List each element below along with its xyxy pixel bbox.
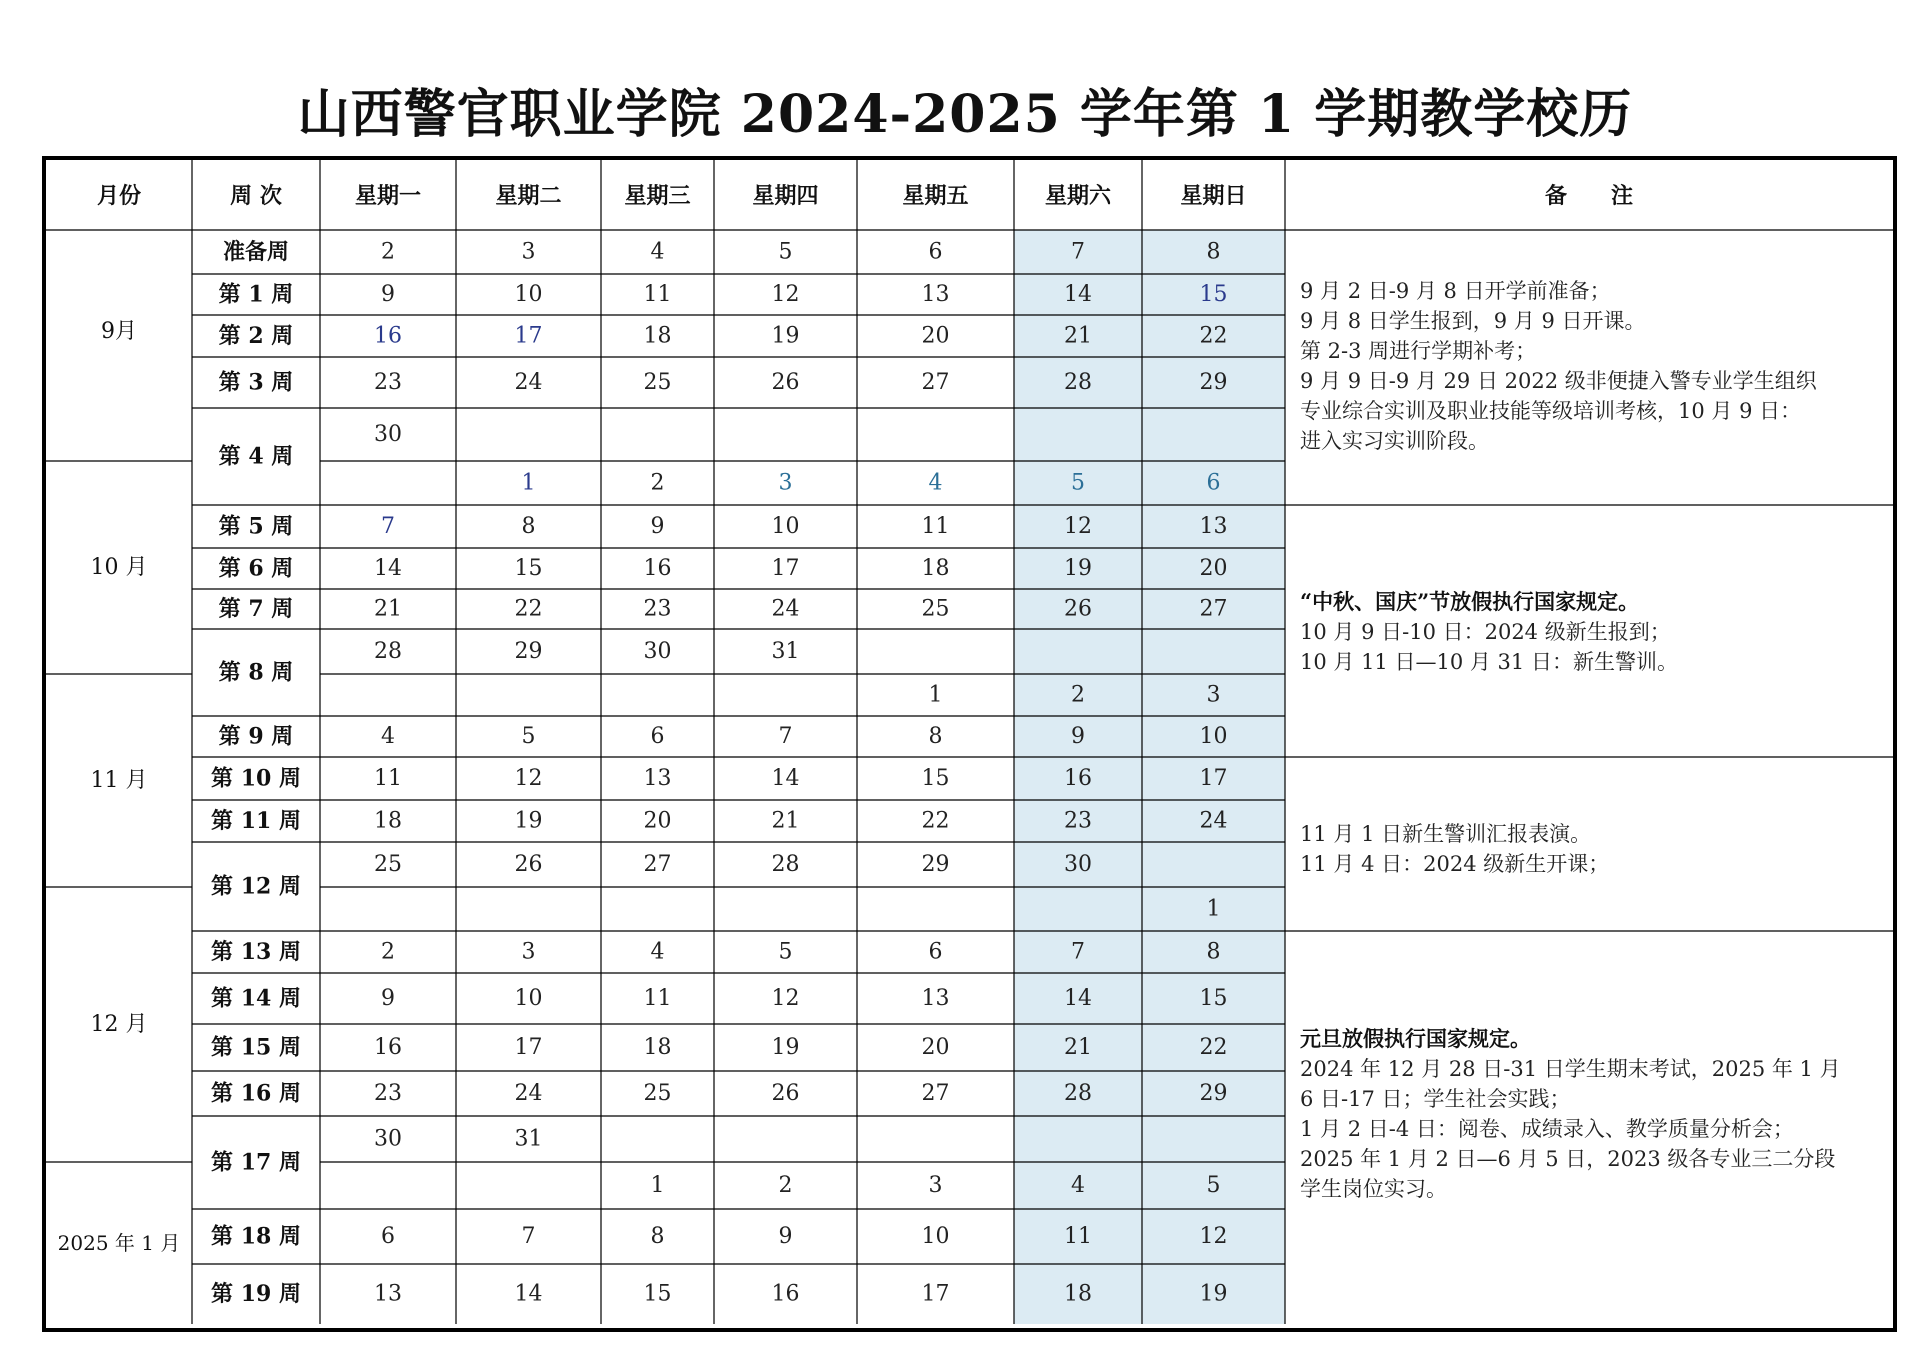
day-cell: 5: [778, 239, 793, 265]
month-label: 2025 年 1 月: [57, 1231, 181, 1255]
day-cell: 30: [643, 639, 672, 664]
day-cell: 30: [374, 422, 402, 447]
day-cell: 14: [771, 766, 800, 791]
day-cell: 25: [921, 596, 950, 622]
day-cell: 21: [771, 808, 800, 834]
column-header: 星期四: [752, 183, 819, 209]
day-cell: 1: [1206, 896, 1221, 922]
day-cell: 19: [771, 1035, 800, 1060]
day-cell: 2: [778, 1173, 793, 1198]
column-header: 星期三: [624, 183, 691, 209]
day-cell: 22: [1199, 1035, 1228, 1060]
month-label: 9月: [101, 319, 137, 344]
day-cell: 6: [928, 239, 943, 265]
remark-november: [1300, 819, 1890, 879]
week-label: 第 11 周: [211, 808, 301, 834]
day-cell: 31: [514, 1126, 543, 1152]
day-cell: 14: [514, 1281, 543, 1307]
remark-september: [1300, 276, 1890, 456]
day-cell: 30: [1064, 852, 1092, 877]
day-cell: 9: [1071, 724, 1085, 749]
day-cell: 15: [921, 766, 950, 791]
day-cell: 2: [1071, 682, 1085, 708]
day-cell: 13: [643, 766, 672, 791]
week-label: 第 1 周: [218, 281, 294, 308]
remark-line: 11 月 1 日新生警训汇报表演。: [1300, 822, 1592, 846]
day-cell: 16: [374, 1035, 402, 1060]
day-cell: 11: [643, 986, 672, 1011]
column-header: 备 注: [1544, 183, 1634, 209]
week-label: 第 15 周: [211, 1034, 301, 1061]
day-cell: 1: [650, 1173, 665, 1198]
day-cell: 10: [771, 514, 800, 539]
day-cell: 23: [374, 370, 402, 395]
week-label: 第 8 周: [218, 659, 294, 686]
day-cell: 31: [771, 639, 800, 664]
remark-line: 2025 年 1 月 2 日—6 月 5 日，2023 级各专业三二分段: [1300, 1147, 1836, 1171]
day-cell: 17: [514, 1035, 543, 1060]
day-cell: 7: [778, 724, 793, 749]
day-cell: 5: [778, 939, 793, 965]
day-cell: 4: [381, 724, 395, 749]
day-cell: 16: [771, 1281, 800, 1307]
day-cell: 6: [650, 724, 665, 749]
day-cell: 29: [514, 639, 543, 664]
column-header: 星期日: [1180, 183, 1247, 209]
day-cell: 23: [374, 1081, 402, 1106]
month-label: 12 月: [90, 1012, 148, 1037]
day-cell: 8: [650, 1224, 665, 1249]
day-cell: 9: [778, 1224, 793, 1249]
day-cell: 29: [1199, 370, 1228, 395]
day-cell: 22: [514, 596, 543, 622]
day-cell: 5: [1206, 1173, 1221, 1198]
day-cell: 26: [771, 1081, 800, 1106]
day-cell: 5: [521, 724, 536, 749]
day-cell: 11: [1064, 1224, 1092, 1249]
weekend-shading: [1014, 230, 1285, 1324]
day-cell: 4: [650, 939, 665, 965]
day-cell: 25: [643, 370, 672, 395]
day-cell: 16: [643, 556, 672, 581]
day-cell: 6: [928, 939, 943, 965]
week-label: 第 2 周: [218, 323, 294, 349]
day-cell: 14: [1064, 282, 1092, 307]
remark-line: 9 月 8 日学生报到，9 月 9 日开课。: [1300, 309, 1646, 333]
day-cell: 17: [771, 556, 800, 581]
day-cell: 16: [1064, 766, 1092, 791]
day-cell: 26: [514, 852, 543, 877]
remark-october: [1300, 587, 1890, 677]
day-cell: 10: [921, 1224, 950, 1249]
column-header: 星期一: [354, 183, 422, 209]
day-cell: 17: [514, 323, 543, 349]
remark-line: 6 日-17 日；学生社会实践；: [1300, 1087, 1571, 1111]
day-cell: 19: [1064, 556, 1092, 581]
page-title: 山西警官职业学院 2024-2025 学年第 1 学期教学校历: [297, 84, 1633, 145]
remark-line: 9 月 2 日-9 月 8 日开学前准备；: [1300, 279, 1611, 303]
day-cell: 9: [381, 986, 395, 1011]
day-cell: 15: [1199, 282, 1228, 307]
day-cell: 26: [771, 370, 800, 395]
day-cell: 22: [921, 808, 950, 834]
week-label: 第 10 周: [211, 765, 301, 792]
day-cell: 23: [643, 596, 672, 622]
day-cell: 11: [921, 514, 950, 539]
day-cell: 15: [1199, 986, 1228, 1011]
week-label: 准备周: [222, 239, 290, 265]
column-header: 星期六: [1044, 183, 1112, 209]
day-cell: 12: [771, 986, 800, 1011]
week-label: 第 13 周: [211, 939, 301, 965]
day-cell: 3: [521, 939, 536, 965]
day-cell: 7: [521, 1224, 536, 1249]
day-cell: 24: [514, 1081, 543, 1106]
day-cell: 7: [1071, 239, 1085, 265]
column-header: 周 次: [230, 183, 282, 209]
day-cell: 16: [374, 323, 402, 349]
month-label: 10 月: [90, 555, 148, 580]
day-cell: 18: [1064, 1281, 1092, 1307]
week-label: 第 3 周: [218, 369, 294, 396]
remark-heading: 元旦放假执行国家规定。: [1300, 1026, 1531, 1051]
day-cell: 3: [928, 1173, 943, 1198]
column-header: 月份: [96, 183, 142, 209]
day-cell: 14: [1064, 986, 1092, 1011]
remark-line: 进入实习实训阶段。: [1300, 429, 1489, 453]
day-cell: 5: [1071, 470, 1085, 496]
week-label: 第 19 周: [211, 1281, 301, 1307]
day-cell: 26: [1064, 596, 1092, 622]
day-cell: 21: [1064, 323, 1092, 349]
day-cell: 29: [921, 852, 950, 877]
day-cell: 1: [928, 682, 943, 708]
remark-line: 9 月 9 日-9 月 29 日 2022 级非便捷入警专业学生组织: [1300, 369, 1817, 393]
day-cell: 28: [1064, 1081, 1092, 1106]
remark-line: 学生岗位实习。: [1300, 1177, 1447, 1201]
day-cell: 19: [1199, 1281, 1228, 1307]
day-cell: 11: [643, 282, 672, 307]
remark-line: 11 月 4 日：2024 级新生开课；: [1300, 852, 1610, 876]
day-cell: 21: [374, 596, 402, 622]
day-cell: 13: [374, 1281, 402, 1307]
day-cell: 10: [514, 282, 543, 307]
day-cell: 25: [643, 1081, 672, 1106]
day-cell: 13: [921, 986, 950, 1011]
day-cell: 4: [928, 470, 943, 496]
day-cell: 12: [771, 282, 800, 307]
day-cell: 8: [928, 724, 943, 749]
day-cell: 3: [521, 239, 536, 265]
day-cell: 7: [1071, 939, 1085, 965]
day-cell: 24: [771, 596, 800, 622]
day-cell: 4: [650, 239, 665, 265]
day-cell: 27: [921, 370, 950, 395]
week-label: 第 16 周: [211, 1080, 301, 1107]
day-cell: 24: [1199, 808, 1228, 834]
remark-line: 1 月 2 日-4 日：阅卷、成绩录入、教学质量分析会；: [1300, 1117, 1794, 1141]
week-label: 第 17 周: [211, 1149, 301, 1176]
day-cell: 20: [921, 323, 950, 349]
day-cell: 27: [921, 1081, 950, 1106]
week-label: 第 18 周: [211, 1223, 301, 1250]
day-cell: 9: [650, 514, 665, 539]
day-cell: 11: [374, 766, 402, 791]
day-cell: 3: [778, 470, 793, 496]
day-cell: 29: [1199, 1081, 1228, 1106]
day-cell: 20: [921, 1035, 950, 1060]
week-label: 第 4 周: [218, 443, 294, 470]
day-cell: 13: [1199, 514, 1228, 539]
day-cell: 25: [374, 852, 402, 877]
day-cell: 18: [921, 556, 950, 581]
day-cell: 28: [374, 639, 402, 664]
remark-line: 2024 年 12 月 28 日-31 日学生期末考试，2025 年 1 月: [1300, 1057, 1841, 1081]
day-cell: 24: [514, 370, 543, 395]
day-cell: 28: [771, 852, 800, 877]
day-cell: 6: [1206, 470, 1221, 496]
day-cell: 8: [521, 514, 536, 539]
week-label: 第 5 周: [218, 513, 294, 540]
day-cell: 23: [1064, 808, 1092, 834]
day-cell: 21: [1064, 1035, 1092, 1060]
day-cell: 14: [374, 556, 402, 581]
day-cell: 20: [1199, 556, 1228, 581]
week-label: 第 12 周: [211, 873, 301, 900]
day-cell: 13: [921, 282, 950, 307]
day-cell: 6: [381, 1224, 395, 1249]
day-cell: 8: [1206, 939, 1221, 965]
remark-line: 10 月 11 日—10 月 31 日：新生警训。: [1300, 650, 1678, 674]
day-cell: 2: [650, 470, 665, 496]
day-cell: 12: [1199, 1224, 1228, 1249]
week-label: 第 14 周: [211, 985, 301, 1012]
week-label: 第 9 周: [218, 723, 294, 750]
day-cell: 7: [381, 514, 395, 539]
remark-line: 专业综合实训及职业技能等级培训考核，10 月 9 日：: [1300, 399, 1802, 423]
column-header: 星期五: [902, 183, 969, 209]
column-header: 星期二: [495, 183, 562, 209]
day-cell: 20: [643, 808, 672, 834]
day-cell: 17: [921, 1281, 950, 1307]
calendar-table: [42, 156, 1897, 1332]
day-cell: 30: [374, 1126, 402, 1152]
day-cell: 1: [521, 470, 536, 496]
day-cell: 2: [381, 939, 395, 965]
day-cell: 19: [771, 323, 800, 349]
day-cell: 15: [514, 556, 543, 581]
day-cell: 12: [514, 766, 543, 791]
month-label: 11 月: [90, 768, 148, 793]
remark-line: 第 2-3 周进行学期补考；: [1300, 339, 1537, 363]
remark-december-january: [1300, 1024, 1890, 1204]
day-cell: 18: [643, 1035, 672, 1060]
day-cell: 3: [1206, 682, 1221, 708]
remark-line: 10 月 9 日-10 日：2024 级新生报到；: [1300, 620, 1671, 644]
day-cell: 12: [1064, 514, 1092, 539]
day-cell: 28: [1064, 370, 1092, 395]
day-cell: 22: [1199, 323, 1228, 349]
remark-heading: “中秋、国庆”节放假执行国家规定。: [1300, 589, 1640, 614]
day-cell: 10: [1199, 724, 1228, 749]
day-cell: 4: [1071, 1173, 1085, 1198]
day-cell: 18: [643, 323, 672, 349]
day-cell: 8: [1206, 239, 1221, 265]
day-cell: 2: [381, 239, 395, 265]
day-cell: 15: [643, 1281, 672, 1307]
day-cell: 27: [1199, 596, 1228, 622]
week-label: 第 7 周: [218, 596, 294, 622]
day-cell: 10: [514, 986, 543, 1011]
day-cell: 27: [643, 852, 672, 877]
day-cell: 17: [1199, 766, 1228, 791]
week-label: 第 6 周: [218, 555, 294, 582]
day-cell: 19: [514, 808, 543, 834]
day-cell: 18: [374, 808, 402, 834]
day-cell: 9: [381, 282, 395, 307]
